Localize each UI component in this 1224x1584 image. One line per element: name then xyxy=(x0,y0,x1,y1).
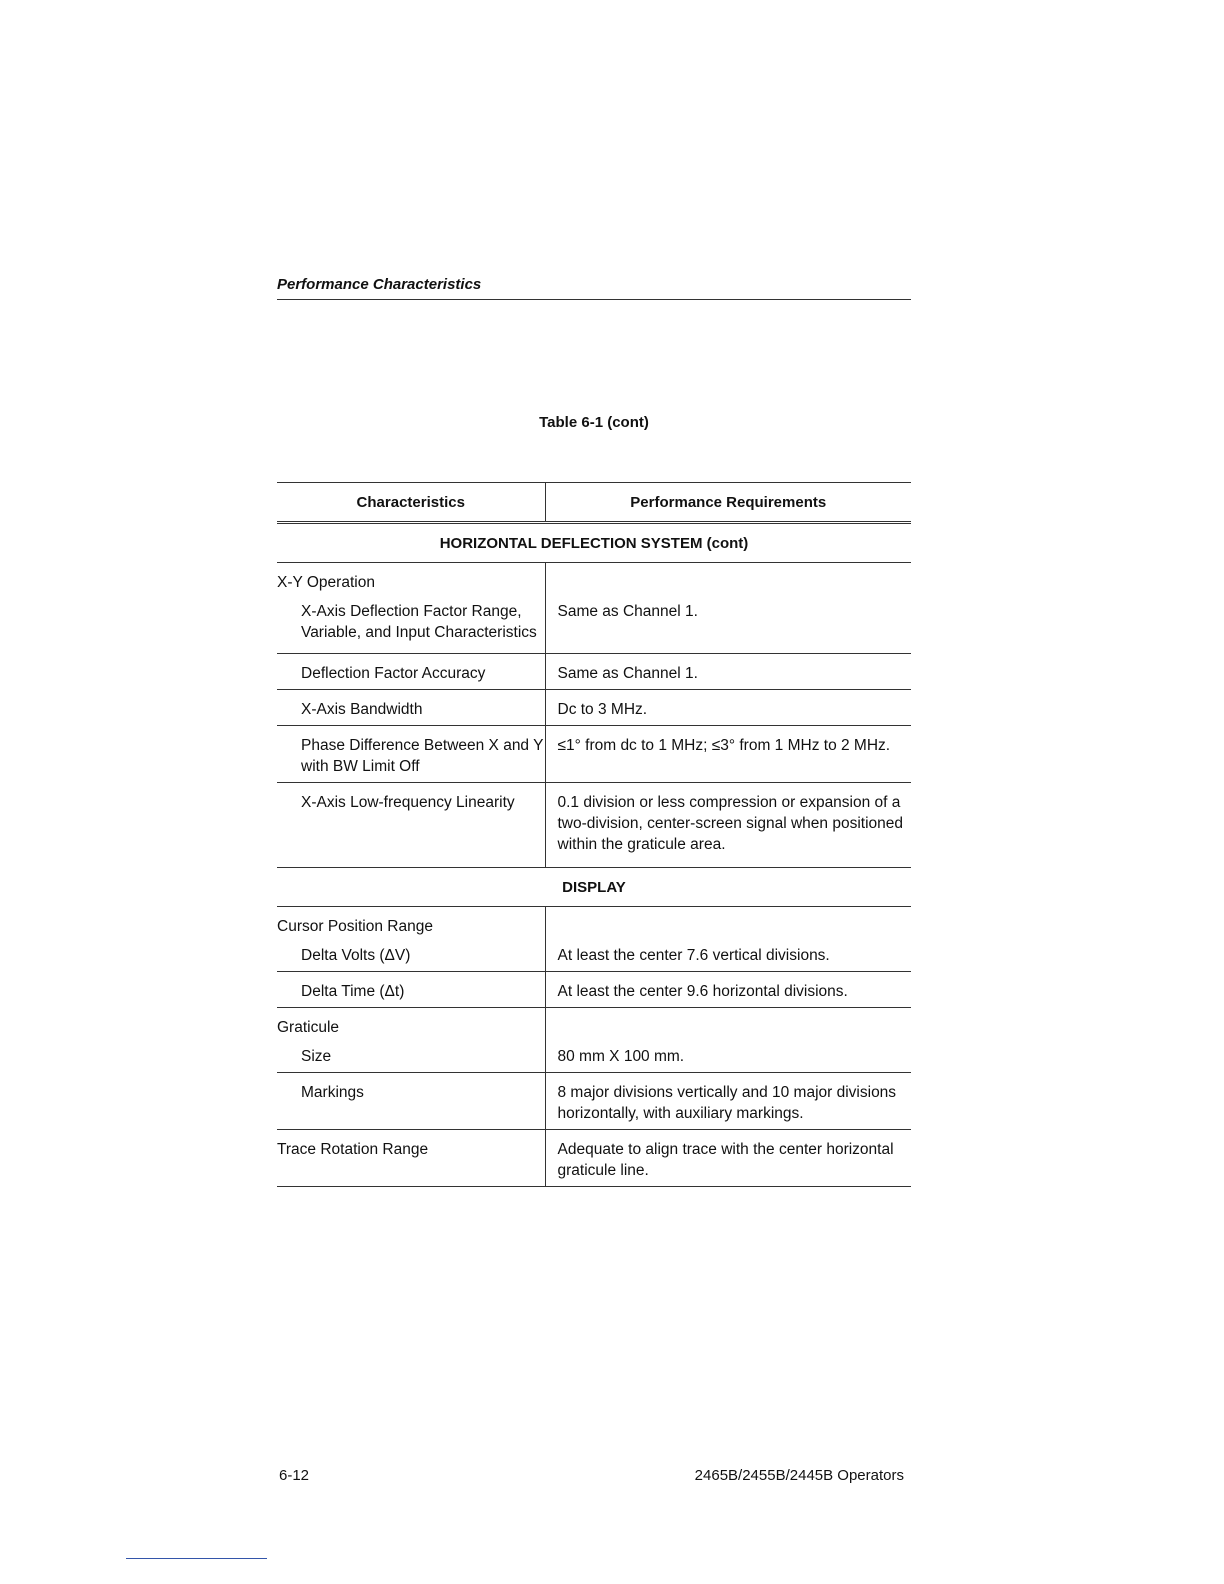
row-value: Adequate to align trace with the center horizontal graticule line. xyxy=(545,1130,911,1187)
table-row xyxy=(277,726,911,783)
table-title: Table 6-1 (cont) xyxy=(539,414,649,431)
section-row xyxy=(277,868,911,907)
scan-artifact-line xyxy=(126,1558,267,1559)
table-row xyxy=(277,907,911,938)
row-value: ≤1° from dc to 1 MHz; ≤3° from 1 MHz to 2 MHz. xyxy=(545,726,911,783)
row-label: Delta Time (Δt) xyxy=(277,972,545,1008)
column-header-characteristics: Characteristics xyxy=(277,483,545,523)
row-value: 80 mm X 100 mm. xyxy=(545,1038,911,1073)
table-row xyxy=(277,972,911,1008)
row-label: Trace Rotation Range xyxy=(277,1130,545,1187)
row-label: X-Axis Low-frequency Linearity xyxy=(277,783,545,868)
table-row xyxy=(277,1073,911,1130)
row-label: Size xyxy=(277,1038,545,1073)
row-value: 0.1 division or less compression or expansion of a two-division, center-screen signal when positioned within the graticule area. xyxy=(545,783,911,868)
table-header-row xyxy=(277,483,911,523)
row-value: Same as Channel 1. xyxy=(545,654,911,690)
page-number: 6-12 xyxy=(279,1467,310,1484)
row-value: Same as Channel 1. xyxy=(545,593,911,654)
table-row xyxy=(277,1008,911,1039)
table-row xyxy=(277,563,911,594)
spec-table xyxy=(277,482,911,1187)
table-row xyxy=(277,593,911,654)
row-label: Phase Difference Between X and Y with BW Limit Off xyxy=(277,726,545,783)
row-label: X-Axis Bandwidth xyxy=(277,690,545,726)
section-row xyxy=(277,523,911,563)
row-value: At least the center 9.6 horizontal divisions. xyxy=(545,972,911,1008)
group-label: X-Y Operation xyxy=(277,563,545,594)
table-row xyxy=(277,654,911,690)
row-label: Deflection Factor Accuracy xyxy=(277,654,545,690)
row-label: Markings xyxy=(277,1073,545,1130)
page-header: Performance Characteristics xyxy=(277,276,911,300)
table-row xyxy=(277,690,911,726)
table-row xyxy=(277,1130,911,1187)
table-row xyxy=(277,1038,911,1073)
section-display: DISPLAY xyxy=(277,868,911,907)
group-label: Cursor Position Range xyxy=(277,907,545,938)
row-value: Dc to 3 MHz. xyxy=(545,690,911,726)
section-horizontal: HORIZONTAL DEFLECTION SYSTEM (cont) xyxy=(277,523,911,563)
table-row xyxy=(277,937,911,972)
row-label: Delta Volts (ΔV) xyxy=(277,937,545,972)
row-value: 8 major divisions vertically and 10 major divisions horizontally, with auxiliary markings. xyxy=(545,1073,911,1130)
row-value: At least the center 7.6 vertical divisions. xyxy=(545,937,911,972)
group-label: Graticule xyxy=(277,1008,545,1039)
row-label: X-Axis Deflection Factor Range, Variable, and Input Characteristics xyxy=(277,593,545,654)
column-header-requirements: Performance Requirements xyxy=(545,483,911,523)
manual-title: 2465B/2455B/2445B Operators xyxy=(694,1467,904,1484)
table-row xyxy=(277,783,911,868)
